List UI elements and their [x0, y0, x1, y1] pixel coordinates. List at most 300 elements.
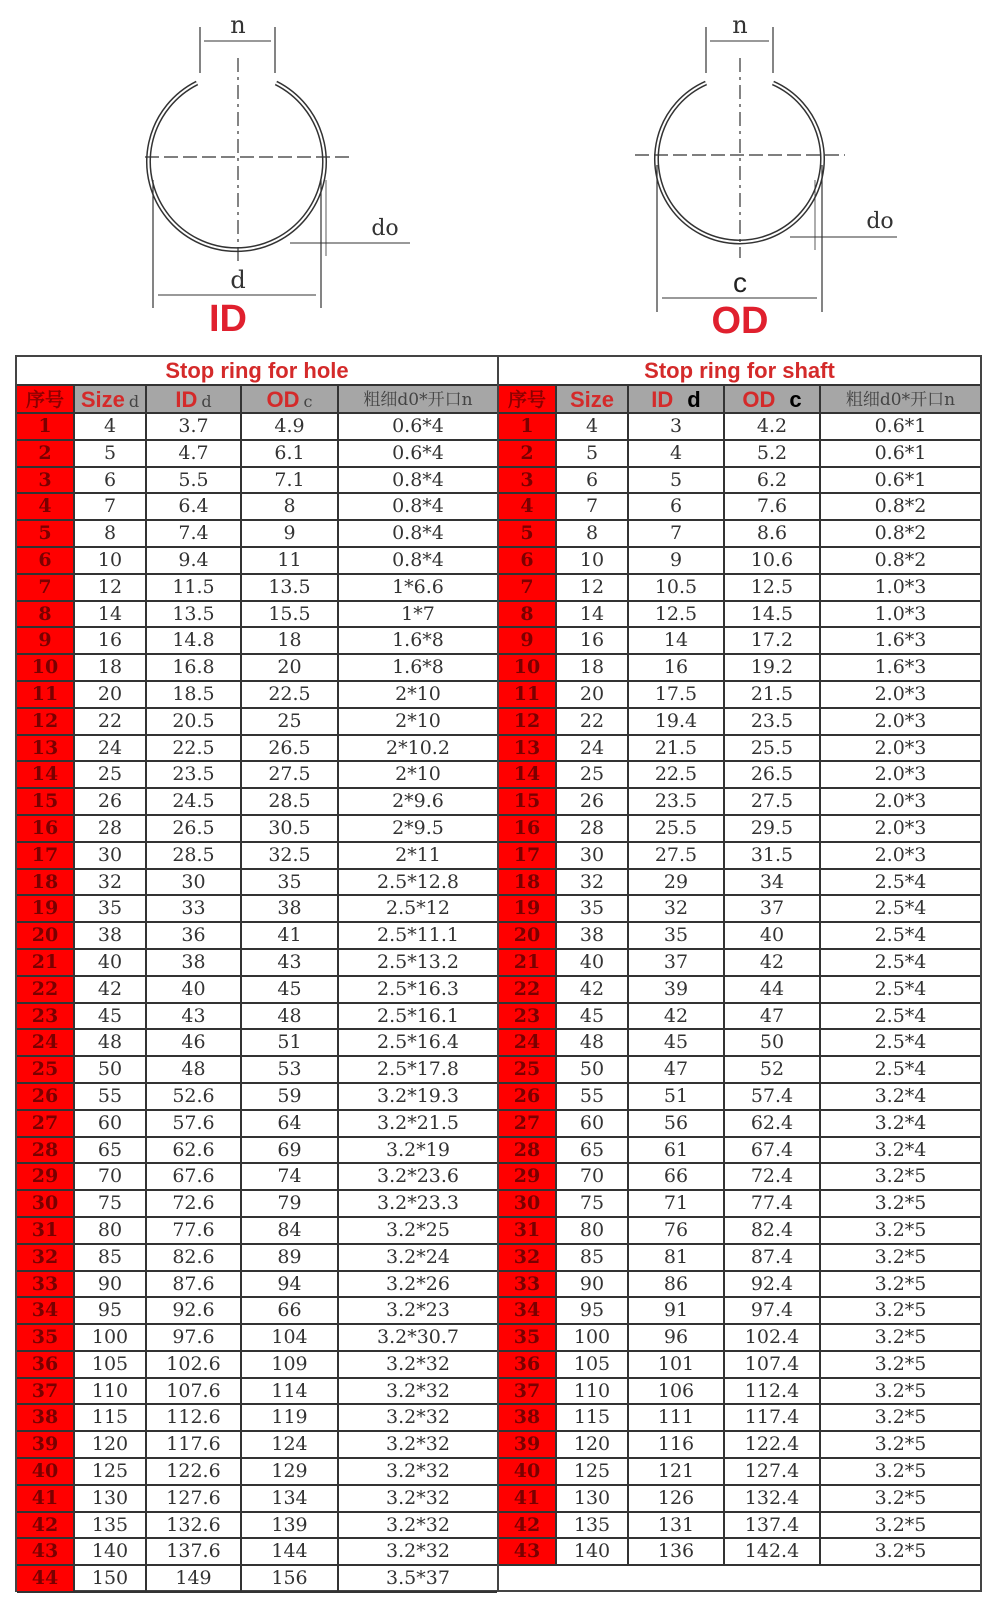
table-row — [17, 1459, 497, 1486]
row-number: 29 — [17, 1164, 75, 1189]
size-cell: 48 — [75, 1030, 147, 1055]
size-cell: 125 — [557, 1459, 629, 1484]
od-cell: 37 — [725, 896, 821, 921]
od-cell: 18 — [242, 628, 339, 653]
id-cell: 42 — [629, 1004, 725, 1029]
id-cell: 36 — [147, 923, 242, 948]
id-cell: 12.5 — [629, 602, 725, 627]
id-cell: 14 — [629, 628, 725, 653]
row-number: 22 — [17, 977, 75, 1002]
size-cell: 26 — [557, 789, 629, 814]
table-row — [17, 1405, 497, 1432]
table-row — [17, 736, 497, 763]
row-number: 17 — [17, 843, 75, 868]
row-number: 11 — [499, 682, 557, 707]
spec-cell: 1*6.6 — [392, 575, 444, 598]
od-cell: 144 — [242, 1539, 339, 1564]
table-row — [17, 923, 497, 950]
table-row — [17, 1298, 497, 1325]
od-cell: 119 — [242, 1405, 339, 1430]
size-cell: 60 — [557, 1111, 629, 1136]
row-number: 13 — [17, 736, 75, 761]
hole-ring-diagram — [0, 0, 500, 345]
spec-cell: 1.6*8 — [392, 629, 444, 652]
row-number: 14 — [499, 762, 557, 787]
id-cell: 21.5 — [629, 736, 725, 761]
row-number: 39 — [499, 1432, 557, 1457]
table-row — [17, 896, 497, 923]
id-cell: 97.6 — [147, 1325, 242, 1350]
size-cell: 5 — [557, 441, 629, 466]
id-cell: 3.7 — [147, 414, 242, 439]
od-cell: 48 — [242, 1004, 339, 1029]
spec-cell: 2.5*4 — [874, 977, 927, 1000]
table-row — [499, 655, 980, 682]
size-cell: 7 — [557, 494, 629, 519]
spec-cell: 2.5*13.2 — [376, 950, 460, 973]
size-cell: 105 — [75, 1352, 147, 1377]
od-cell: 50 — [725, 1030, 821, 1055]
table-row — [499, 923, 980, 950]
dimension-label: c — [733, 267, 747, 298]
row-number: 12 — [499, 709, 557, 734]
spec-cell: 2.0*3 — [874, 682, 927, 705]
header-od-symbol: c — [789, 387, 802, 412]
id-cell: 112.6 — [147, 1405, 242, 1430]
table-row — [499, 1004, 980, 1031]
table-row — [499, 1486, 980, 1513]
row-number: 28 — [499, 1138, 557, 1163]
table-row — [17, 1111, 497, 1138]
size-cell: 16 — [557, 628, 629, 653]
row-number: 38 — [17, 1405, 75, 1430]
size-cell: 140 — [557, 1539, 629, 1564]
id-cell: 66 — [629, 1164, 725, 1189]
id-cell: 122.6 — [147, 1459, 242, 1484]
table-row — [499, 736, 980, 763]
id-cell: 5 — [629, 468, 725, 493]
size-cell: 30 — [557, 843, 629, 868]
spec-cell: 0.8*4 — [392, 522, 444, 545]
size-cell: 40 — [75, 950, 147, 975]
od-cell: 84 — [242, 1218, 339, 1243]
row-number: 3 — [17, 468, 75, 493]
spec-cell: 2.0*3 — [874, 736, 927, 759]
id-cell: 30 — [147, 870, 242, 895]
size-cell: 35 — [75, 896, 147, 921]
row-number: 25 — [17, 1057, 75, 1082]
size-cell: 48 — [557, 1030, 629, 1055]
spec-cell: 3.2*32 — [386, 1379, 450, 1402]
spec-cell: 3.2*5 — [874, 1165, 927, 1188]
row-number: 35 — [499, 1325, 557, 1350]
thickness-label: do — [866, 209, 894, 234]
spec-cell: 2.5*12 — [386, 897, 450, 920]
table-row — [17, 789, 497, 816]
od-cell: 57.4 — [725, 1084, 821, 1109]
spec-cell: 3.2*21.5 — [376, 1111, 460, 1134]
table-row — [17, 1004, 497, 1031]
row-number: 8 — [17, 602, 75, 627]
spec-cell: 2.0*3 — [874, 790, 927, 813]
table-row — [499, 1191, 980, 1218]
id-cell: 131 — [629, 1513, 725, 1538]
header-size-label: Size — [569, 387, 615, 412]
id-cell: 116 — [629, 1432, 725, 1457]
table-row — [17, 1486, 497, 1513]
header-od — [242, 386, 339, 412]
size-cell: 10 — [75, 548, 147, 573]
spec-cell: 3.2*5 — [874, 1379, 927, 1402]
row-number: 16 — [499, 816, 557, 841]
id-cell: 91 — [629, 1298, 725, 1323]
size-cell: 135 — [557, 1513, 629, 1538]
spec-cell: 0.6*1 — [874, 468, 927, 491]
row-number: 6 — [17, 548, 75, 573]
table-row — [499, 1057, 980, 1084]
od-cell: 77.4 — [725, 1191, 821, 1216]
row-number: 1 — [17, 414, 75, 439]
row-number: 32 — [17, 1245, 75, 1270]
id-cell: 32 — [629, 896, 725, 921]
size-cell: 70 — [75, 1164, 147, 1189]
row-number: 10 — [499, 655, 557, 680]
size-cell: 12 — [75, 575, 147, 600]
od-cell: 89 — [242, 1245, 339, 1270]
id-cell: 127.6 — [147, 1486, 242, 1511]
id-cell: 6.4 — [147, 494, 242, 519]
spec-cell: 2.5*16.1 — [376, 1004, 460, 1027]
od-cell: 53 — [242, 1057, 339, 1082]
table-row — [17, 468, 497, 495]
size-cell: 4 — [557, 414, 629, 439]
header-id-label: ID — [651, 387, 674, 412]
table-row — [17, 1352, 497, 1379]
spec-cell: 3.5*37 — [386, 1567, 450, 1590]
size-cell: 32 — [75, 870, 147, 895]
id-cell: 86 — [629, 1272, 725, 1297]
spec-cell: 3.2*23.6 — [376, 1165, 460, 1188]
row-number: 20 — [499, 923, 557, 948]
id-cell: 51 — [629, 1084, 725, 1109]
size-cell: 42 — [557, 977, 629, 1002]
row-number: 18 — [17, 870, 75, 895]
table-row — [17, 977, 497, 1004]
row-number: 42 — [499, 1513, 557, 1538]
spec-cell: 2.5*16.4 — [376, 1031, 460, 1054]
header-id-symbol: d — [201, 392, 212, 411]
header-size — [75, 386, 147, 412]
size-cell: 14 — [557, 602, 629, 627]
od-cell: 34 — [725, 870, 821, 895]
id-cell: 9.4 — [147, 548, 242, 573]
id-cell: 4.7 — [147, 441, 242, 466]
row-number: 41 — [17, 1486, 75, 1511]
od-cell: 17.2 — [725, 628, 821, 653]
table-row — [499, 1379, 980, 1406]
size-cell: 10 — [557, 548, 629, 573]
row-number: 31 — [499, 1218, 557, 1243]
spec-cell: 0.6*4 — [392, 415, 444, 437]
od-cell: 59 — [242, 1084, 339, 1109]
table-title: Stop ring for shaft — [499, 357, 980, 386]
size-cell: 65 — [557, 1138, 629, 1163]
header-seq-label: 序号 — [507, 389, 546, 411]
table-row — [499, 816, 980, 843]
size-cell: 90 — [75, 1272, 147, 1297]
id-cell: 72.6 — [147, 1191, 242, 1216]
hole-stop-ring-table — [15, 355, 499, 1592]
od-cell: 124 — [242, 1432, 339, 1457]
od-cell: 6.1 — [242, 441, 339, 466]
size-cell: 24 — [75, 736, 147, 761]
table-row — [499, 709, 980, 736]
row-number: 19 — [499, 896, 557, 921]
size-cell: 75 — [557, 1191, 629, 1216]
id-cell: 25.5 — [629, 816, 725, 841]
id-cell: 35 — [629, 923, 725, 948]
spec-cell: 2.5*4 — [874, 1004, 927, 1027]
spec-cell: 2.0*3 — [874, 709, 927, 732]
id-cell: 13.5 — [147, 602, 242, 627]
spec-cell: 0.6*1 — [874, 415, 927, 437]
table-row — [499, 1164, 980, 1191]
id-cell: 5.5 — [147, 468, 242, 493]
spec-cell: 1*7 — [401, 602, 435, 625]
id-cell: 71 — [629, 1191, 725, 1216]
table-row — [17, 1164, 497, 1191]
row-number: 38 — [499, 1405, 557, 1430]
table-row — [499, 950, 980, 977]
id-cell: 92.6 — [147, 1298, 242, 1323]
spec-cell: 0.8*2 — [874, 548, 927, 571]
row-number: 15 — [17, 789, 75, 814]
size-cell: 24 — [557, 736, 629, 761]
table-row — [17, 1513, 497, 1540]
table-row — [17, 1272, 497, 1299]
id-cell: 26.5 — [147, 816, 242, 841]
row-number: 41 — [499, 1486, 557, 1511]
od-cell: 20 — [242, 655, 339, 680]
table-row — [499, 843, 980, 870]
size-cell: 90 — [557, 1272, 629, 1297]
table-row — [499, 1432, 980, 1459]
size-cell: 85 — [75, 1245, 147, 1270]
id-cell: 22.5 — [629, 762, 725, 787]
table-row — [499, 1245, 980, 1272]
od-cell: 40 — [725, 923, 821, 948]
header-seq — [499, 386, 557, 412]
table-row — [17, 1084, 497, 1111]
spec-cell: 3.2*32 — [386, 1486, 450, 1509]
od-cell: 47 — [725, 1004, 821, 1029]
od-cell: 4.2 — [725, 414, 821, 439]
size-cell: 105 — [557, 1352, 629, 1377]
table-row — [17, 1030, 497, 1057]
id-cell: 37 — [629, 950, 725, 975]
row-number: 24 — [499, 1030, 557, 1055]
spec-cell: 0.8*2 — [874, 522, 927, 545]
spec-cell: 3.2*5 — [874, 1299, 927, 1322]
table-row — [499, 1459, 980, 1486]
row-number: 3 — [499, 468, 557, 493]
row-number: 22 — [499, 977, 557, 1002]
header-id — [147, 386, 242, 412]
spec-cell: 3.2*5 — [874, 1245, 927, 1268]
od-cell: 15.5 — [242, 602, 339, 627]
od-cell: 45 — [242, 977, 339, 1002]
od-cell: 42 — [725, 950, 821, 975]
header-od-label: OD — [266, 387, 300, 412]
size-cell: 135 — [75, 1513, 147, 1538]
row-number: 37 — [17, 1379, 75, 1404]
size-cell: 40 — [557, 950, 629, 975]
od-cell: 14.5 — [725, 602, 821, 627]
row-number: 20 — [17, 923, 75, 948]
size-cell: 14 — [75, 602, 147, 627]
od-cell: 109 — [242, 1352, 339, 1377]
id-cell: 81 — [629, 1245, 725, 1270]
id-cell: 28.5 — [147, 843, 242, 868]
row-number: 6 — [499, 548, 557, 573]
row-number: 5 — [499, 521, 557, 546]
od-cell: 82.4 — [725, 1218, 821, 1243]
row-number: 17 — [499, 843, 557, 868]
size-cell: 120 — [75, 1432, 147, 1457]
spec-cell: 2.5*4 — [874, 897, 927, 920]
header-row — [499, 386, 980, 414]
spec-cell: 3.2*5 — [874, 1540, 927, 1563]
id-cell: 9 — [629, 548, 725, 573]
id-cell: 7 — [629, 521, 725, 546]
od-cell: 79 — [242, 1191, 339, 1216]
id-cell: 77.6 — [147, 1218, 242, 1243]
size-cell: 85 — [557, 1245, 629, 1270]
spec-cell: 1.6*8 — [392, 656, 444, 679]
size-cell: 18 — [557, 655, 629, 680]
row-number: 8 — [499, 602, 557, 627]
id-cell: 117.6 — [147, 1432, 242, 1457]
table-row — [17, 1245, 497, 1272]
id-cell: 126 — [629, 1486, 725, 1511]
size-cell: 8 — [75, 521, 147, 546]
row-number: 4 — [17, 494, 75, 519]
spec-cell: 3.2*4 — [874, 1084, 927, 1107]
table-row — [17, 682, 497, 709]
table-row — [499, 896, 980, 923]
od-cell: 102.4 — [725, 1325, 821, 1350]
id-cell: 4 — [629, 441, 725, 466]
od-cell: 8.6 — [725, 521, 821, 546]
spec-cell: 2.5*17.8 — [376, 1058, 460, 1081]
spec-cell: 3.2*26 — [386, 1272, 450, 1295]
table-row — [499, 977, 980, 1004]
table-row — [499, 575, 980, 602]
row-number: 2 — [499, 441, 557, 466]
id-cell: 39 — [629, 977, 725, 1002]
table-row — [17, 655, 497, 682]
table-row — [499, 682, 980, 709]
row-number: 35 — [17, 1325, 75, 1350]
id-cell: 132.6 — [147, 1513, 242, 1538]
spec-cell: 3.2*32 — [386, 1352, 450, 1375]
row-number: 13 — [499, 736, 557, 761]
od-cell: 66 — [242, 1298, 339, 1323]
id-cell: 76 — [629, 1218, 725, 1243]
row-number: 27 — [17, 1111, 75, 1136]
spec-cell: 1.0*3 — [874, 575, 927, 598]
id-cell: 23.5 — [147, 762, 242, 787]
size-cell: 140 — [75, 1539, 147, 1564]
table-title: Stop ring for hole — [17, 357, 497, 386]
od-cell: 30.5 — [242, 816, 339, 841]
size-cell: 100 — [557, 1325, 629, 1350]
id-cell: 136 — [629, 1539, 725, 1564]
spec-cell: 3.2*5 — [874, 1192, 927, 1215]
spec-cell: 3.2*30.7 — [376, 1326, 460, 1349]
od-cell: 94 — [242, 1272, 339, 1297]
table-row — [499, 1539, 980, 1566]
table-row — [17, 1138, 497, 1165]
row-number: 34 — [499, 1298, 557, 1323]
od-cell: 25 — [242, 709, 339, 734]
header-od-label: OD — [742, 387, 776, 412]
row-number: 24 — [17, 1030, 75, 1055]
size-cell: 120 — [557, 1432, 629, 1457]
spec-cell: 3.2*19 — [386, 1138, 450, 1161]
spec-cell: 3.2*23.3 — [376, 1192, 460, 1215]
od-cell: 43 — [242, 950, 339, 975]
size-cell: 50 — [75, 1057, 147, 1082]
id-cell: 10.5 — [629, 575, 725, 600]
spec-cell: 3.2*5 — [874, 1272, 927, 1295]
size-cell: 100 — [75, 1325, 147, 1350]
spec-cell: 2.5*4 — [874, 924, 927, 947]
row-number: 30 — [17, 1191, 75, 1216]
size-cell: 12 — [557, 575, 629, 600]
id-cell: 18.5 — [147, 682, 242, 707]
row-number: 36 — [17, 1352, 75, 1377]
id-cell: 24.5 — [147, 789, 242, 814]
header-spec — [821, 386, 980, 412]
row-number: 9 — [499, 628, 557, 653]
row-number: 32 — [499, 1245, 557, 1270]
size-cell: 70 — [557, 1164, 629, 1189]
table-row — [17, 575, 497, 602]
od-cell: 112.4 — [725, 1379, 821, 1404]
header-od — [725, 386, 821, 412]
size-cell: 95 — [75, 1298, 147, 1323]
spec-cell: 2.5*11.1 — [376, 924, 460, 947]
table-row — [499, 762, 980, 789]
od-cell: 10.6 — [725, 548, 821, 573]
row-number: 12 — [17, 709, 75, 734]
od-cell: 23.5 — [725, 709, 821, 734]
id-cell: 19.4 — [629, 709, 725, 734]
size-cell: 80 — [75, 1218, 147, 1243]
spec-cell: 3.2*23 — [386, 1299, 450, 1322]
row-number: 21 — [499, 950, 557, 975]
id-cell: 101 — [629, 1352, 725, 1377]
table-row — [499, 1272, 980, 1299]
id-cell: 52.6 — [147, 1084, 242, 1109]
table-row — [17, 950, 497, 977]
size-cell: 8 — [557, 521, 629, 546]
spec-cell: 3.2*4 — [874, 1111, 927, 1134]
size-cell: 95 — [557, 1298, 629, 1323]
header-spec-label: 粗细d0*开口n — [845, 390, 956, 410]
spec-cell: 2*10.2 — [386, 736, 450, 759]
